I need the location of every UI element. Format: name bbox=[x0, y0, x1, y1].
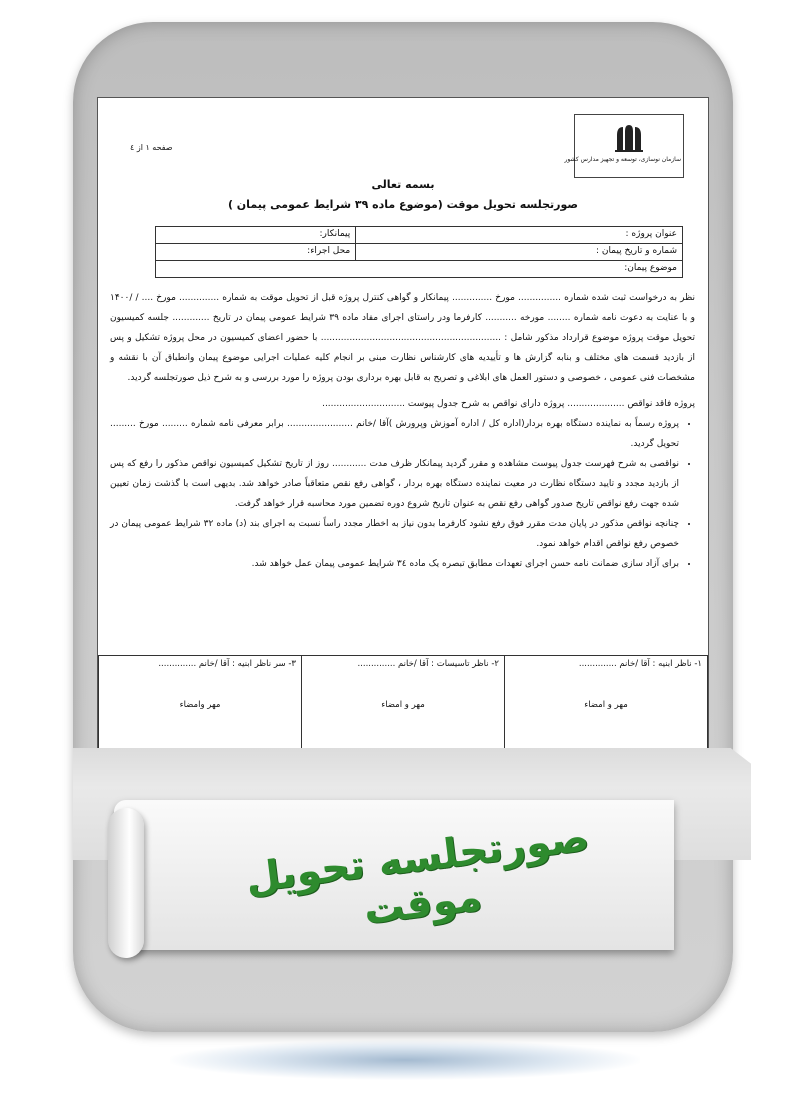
contractor-field: پیمانکار: bbox=[156, 227, 356, 244]
bullet-list bbox=[110, 414, 695, 574]
logo-text: سازمان نوسازی، توسعه و تجهیز مدارس کشور bbox=[564, 156, 681, 163]
signature-seal: مهر وامضاء bbox=[179, 700, 221, 711]
emblem-icon bbox=[613, 123, 645, 153]
banner-curl bbox=[108, 808, 144, 958]
document-page bbox=[97, 97, 709, 758]
signature-cell-1 bbox=[505, 656, 708, 761]
signature-seal: مهر و امضاء bbox=[584, 700, 628, 711]
status-line: پروژه فاقد نواقص .................... پروژه دارای نواقص به شرح جدول پیوست ............................. bbox=[322, 399, 695, 409]
place-field: محل اجراء: bbox=[156, 244, 356, 261]
signature-seal: مهر و امضاء bbox=[381, 700, 425, 711]
list-item: • برای آزاد سازی ضمانت نامه حسن اجرای تعهدات مطابق تبصره یک ماده ۳٤ شرایط عمومی پیمان عمل خواهد شد. bbox=[110, 554, 679, 574]
document-body bbox=[110, 288, 695, 574]
signature-table bbox=[98, 655, 708, 760]
project-title-field: عنوان پروژه : bbox=[356, 227, 683, 244]
banner-title: صورتجلسه تحویل موقت bbox=[242, 814, 592, 934]
list-item: • چنانچه نواقص مذکور در پایان مدت مقرر فوق رفع نشود کارفرما بدون نیاز به اخطار مجدد راساً نسبت به اجرای بند (د) ماده ۳۲ شرایط عمومی پیمان در خصوص رفع نواقص اقدام خواهد نمود. bbox=[110, 514, 679, 554]
project-info-table bbox=[155, 226, 683, 278]
drop-shadow bbox=[170, 1040, 640, 1080]
signature-head: ۲- ناظر تاسیسات : آقا /خانم .............. bbox=[357, 659, 499, 669]
contract-subject-field: موضوع پیمان: bbox=[156, 261, 683, 278]
contract-number-field: شماره و تاریخ پیمان : bbox=[356, 244, 683, 261]
page-number: صفحه ۱ از ٤ bbox=[130, 143, 173, 152]
signature-cell-2 bbox=[302, 656, 505, 761]
organization-logo bbox=[564, 114, 684, 178]
list-item: • پروژه رسماً به نماینده دستگاه بهره بردار(اداره کل / اداره آموزش وپرورش )آقا /خانم ....................... برابر معرفی نامه شماره ......... مورخ ......... تحویل گردید. bbox=[110, 414, 679, 454]
intro-paragraph: نظر به درخواست ثبت شده شماره ............... مورخ .............. پیمانکار و گواهی کنترل پروژه قبل از تحویل موقت به شماره .............. مورخ .... / /۱۴۰۰ و با عنایت به دعوت نامه شماره ........ مورخه ........... کارفرما ودر راستای اجرای مفاد ماده ۳۹ شرایط عمومی پیمان در تاریخ ............. جلسه کمیسیون تحویل موقت پروژه موضوع قرارداد مذکور شامل : ............................................................... با حضور اعضای کمیسیون در محل پروژه تشکیل و پس از بازدید قسمت های مختلف و بنابه گزارش ها و تأییدیه های کارشناس نظارت مبنی بر انجام کلیه عملیات اجرایی موضوع پیمان وانطباق آن با نقشه و مشخصات فنی عمومی ، خصوصی و دستور العمل های ابلاغی و تصریح به قابل بهره برداری بودن پروژه را مورد بررسی و به شرح ذیل صورتجلسه گردید. bbox=[110, 293, 695, 383]
signature-head: ۱- ناظر ابنیه : آقا /خانم .............. bbox=[578, 659, 702, 669]
signature-head: ۳- سر ناظر ابنیه : آقا /خانم .............. bbox=[158, 659, 296, 669]
signature-cell-3 bbox=[99, 656, 302, 761]
bismillah-heading: بسمه تعالی bbox=[371, 178, 435, 191]
document-title: صورتجلسه تحویل موقت (موضوع ماده ۳۹ شرایط عمومی پیمان ) bbox=[227, 198, 579, 211]
list-item: • نواقصی به شرح فهرست جدول پیوست مشاهده و مقرر گردید پیمانکار ظرف مدت ............ روز از تاریخ تشکیل کمیسیون نواقص مذکور را رفع که پس از بازدید مجدد و تایید دستگاه نظارت در معیت نماینده دستگاه بهره بردار ، گواهی رفع نقص متعاقباً صادر خواهد شد. بدیهی است با گذشت زمان تعیین شده جهت رفع نواقص تاریخ صدور گواهی رفع نقص به عنوان تاریخ شروع دوره تضمین مورد محاسبه قرار خواهد گرفت. bbox=[110, 454, 679, 514]
